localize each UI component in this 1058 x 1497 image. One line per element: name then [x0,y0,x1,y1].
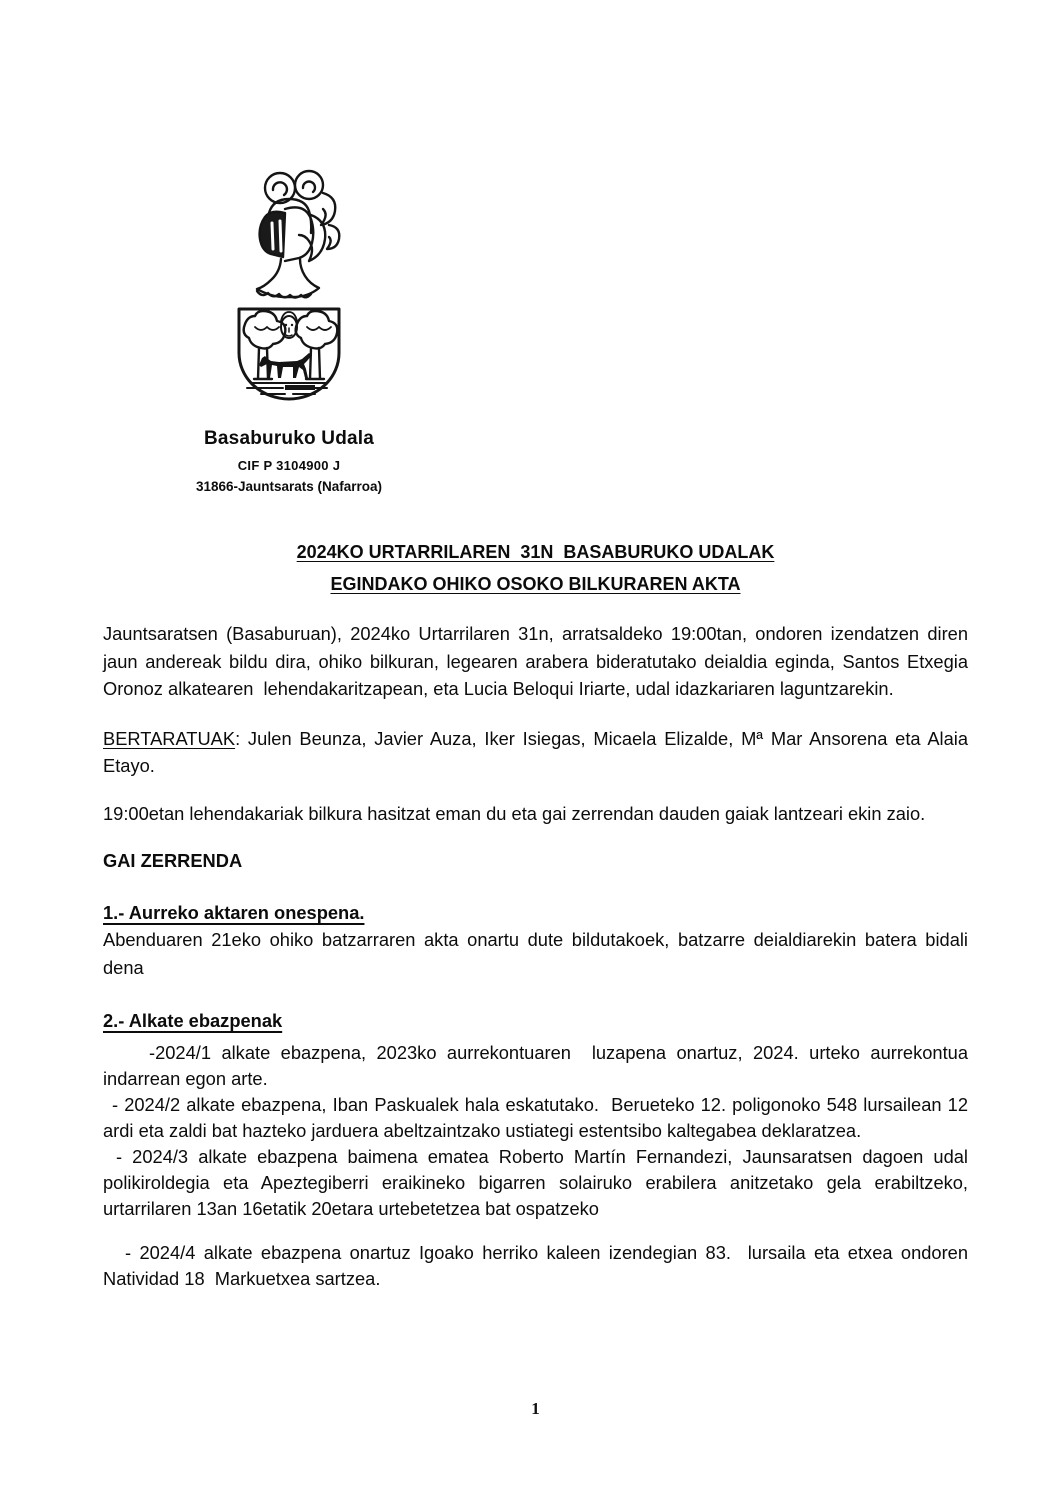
agenda-item-1-text: Abenduaren 21eko ohiko batzarraren akta onartu dute bildutakoek, batzarre deialdiarekin batera bidali dena [103,929,974,978]
org-name: Basaburuko Udala [203,428,375,449]
attendees-paragraph [103,725,974,780]
document-title-line-1: 2024KO URTARRILAREN 31N BASABURUKO UDALAK [296,542,775,562]
document-content [103,0,974,1292]
agenda-item-1-heading: 1.- Aurreko aktaren onespena. [103,901,365,923]
intro-paragraph: Jauntsaratsen (Basaburuan), 2024ko Urtarrilaren 31n, arratsaldeko 19:00tan, ondoren izendatzen diren jaun andereak bildu dira, ohiko bilkuran, legearen arabera bideratutako deialdia eginda, Santos Etxegia Oronoz alkatearen lehendakaritzapean, eta Lucia Beloqui Iriarte, udal idazkariaren laguntzarekin. [103,623,974,699]
attendees-names: : Julen Beunza, Javier Auza, Iker Isiegas, Micaela Elizalde, Mª Mar Ansorena eta Alaia Etayo. [103,727,974,776]
org-cif: CIF P 3104900 J [237,458,341,473]
org-address: 31866-Jauntsarats (Nafarroa) [195,479,383,494]
resolution-item: - 2024/2 alkate ebazpena, Iban Paskualek hala eskatutako. Berueteko 12. poligonoko 548 lursailean 12 ardi eta zaldi bat hazteko jarduera abeltzaintzako ustiategi estentsibo kaltegabea deklaratzea. [103,1093,974,1141]
agenda-item-2-heading: 2.- Alkate ebazpenak [103,1010,283,1031]
agenda-heading: GAI ZERRENDA [103,850,243,871]
coat-of-arms-icon [223,163,355,403]
letterhead [183,163,395,494]
attendees-label: BERTARATUAK [103,727,236,749]
resolution-item: - 2024/3 alkate ebazpena baimena ematea Roberto Martín Fernandezi, Jaunsaratsen dagoen udal polikiroldegia eta Apeztegiberri eraikineko bigarren solairuko erabilera anitzetako gela erabiltzeko, urtarrilaren 13an 16etatik 20etara urtebetetzea bat ospatzeko [103,1145,974,1219]
opening-paragraph: 19:00etan lehendakariak bilkura hasitzat eman du eta gai zerrendan dauden gaiak lantzeari ekin zaio. [103,802,926,824]
resolution-item: -2024/1 alkate ebazpena, 2023ko aurrekontuaren luzapena onartuz, 2024. urteko aurrekontua indarrean egon arte. [103,1041,974,1089]
document-title-line-2: EGINDAKO OHIKO OSOKO BILKURAREN AKTA [330,574,741,594]
resolution-item: - 2024/4 alkate ebazpena onartuz Igoako herriko kaleen izendegian 83. lursaila eta etxea ondoren Natividad 18 Markuetxea sartzea. [103,1241,974,1289]
document-title [103,536,968,600]
page-number: 1 [531,1399,540,1418]
